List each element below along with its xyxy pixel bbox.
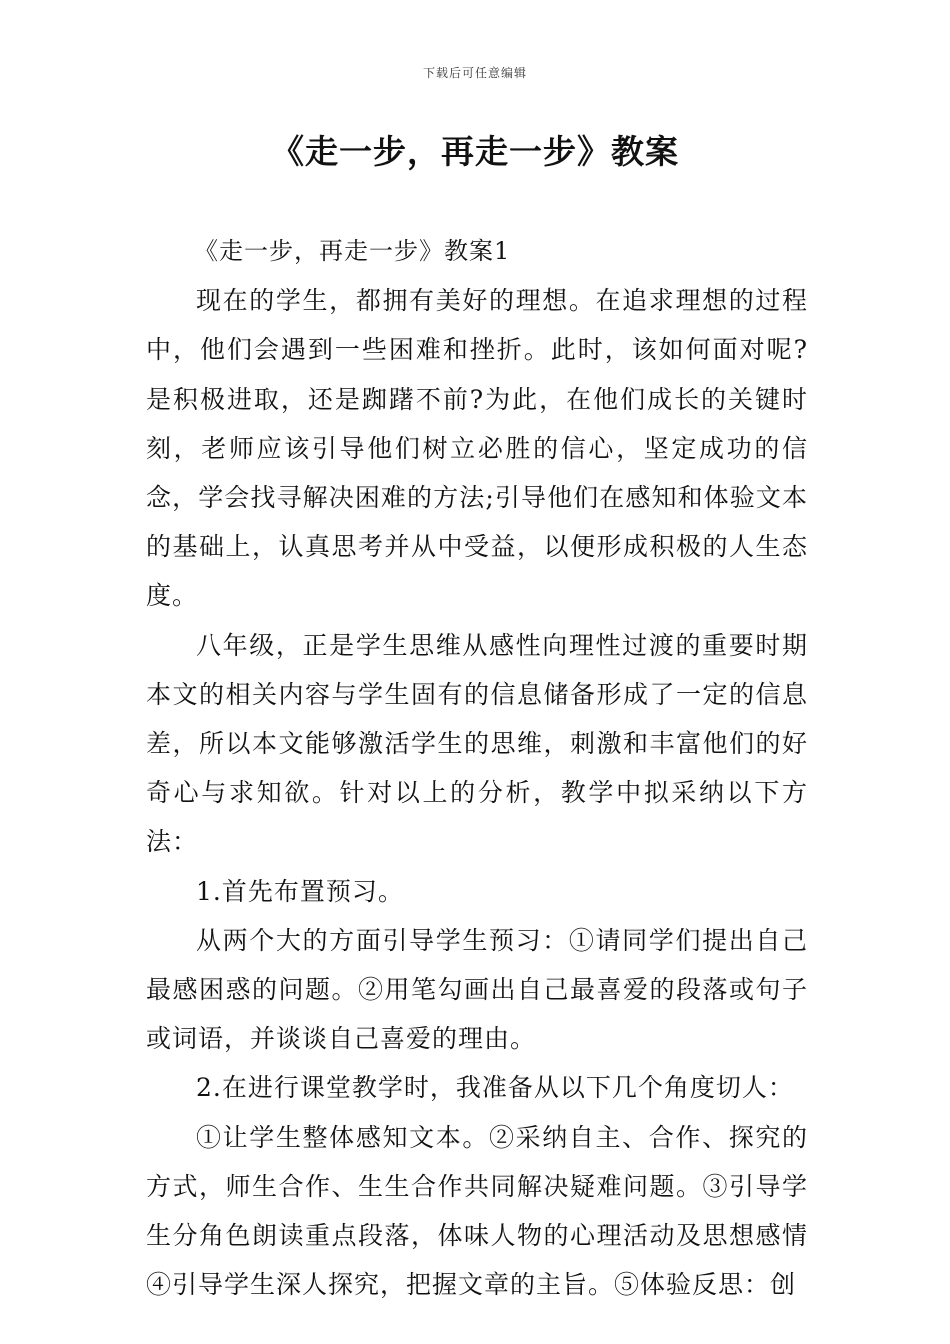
section-heading: 《走一步，再走一步》教案1: [194, 237, 511, 265]
paragraph-angles: ①让学生整体感知文本。②采纳自主、合作、探究的方式，师生合作、生生合作共同解决疑难问题。③引导学生分角色朗读重点段落，体味人物的心理活动及思想感情④引导学生深人探究，把握文章的主旨。⑤体验反思：创: [146, 1122, 808, 1300]
document-body: [146, 227, 808, 1309]
paragraph-analysis: 八年级，正是学生思维从感性向理性过渡的重要时期本文的相关内容与学生固有的信息储备形成了一定的信息差，所以本文能够激活学生的思维，刺激和丰富他们的好奇心与求知欲。针对以上的分析，教学中拟采纳以下方法：: [146, 630, 808, 857]
paragraph-step-2: 2.在进行课堂教学时，我准备从以下几个角度切人：: [196, 1073, 794, 1103]
document-title: 《走一步，再走一步》教案: [271, 132, 679, 171]
paragraph-intro: 现在的学生，都拥有美好的理想。在追求理想的过程中，他们会遇到一些困难和挫折。此时，该如何面对呢?是积极进取，还是踟躇不前?为此，在他们成长的关键时刻，老师应该引导他们树立必胜的信心，坚定成功的信念，学会找寻解决困难的方法;引导他们在感知和体验文本的基础上，认真思考并从中受益，以便形成积极的人生态度。: [146, 286, 808, 611]
paragraph-step-1: 1.首先布置预习。: [196, 876, 404, 906]
header-note: 下载后可任意编辑: [422, 66, 527, 80]
paragraph-preview: 从两个大的方面引导学生预习：①请同学们提出自己最感困惑的问题。②用笔勾画出自己最喜爱的段落或句子或词语，并谈谈自己喜爱的理由。: [146, 925, 808, 1054]
